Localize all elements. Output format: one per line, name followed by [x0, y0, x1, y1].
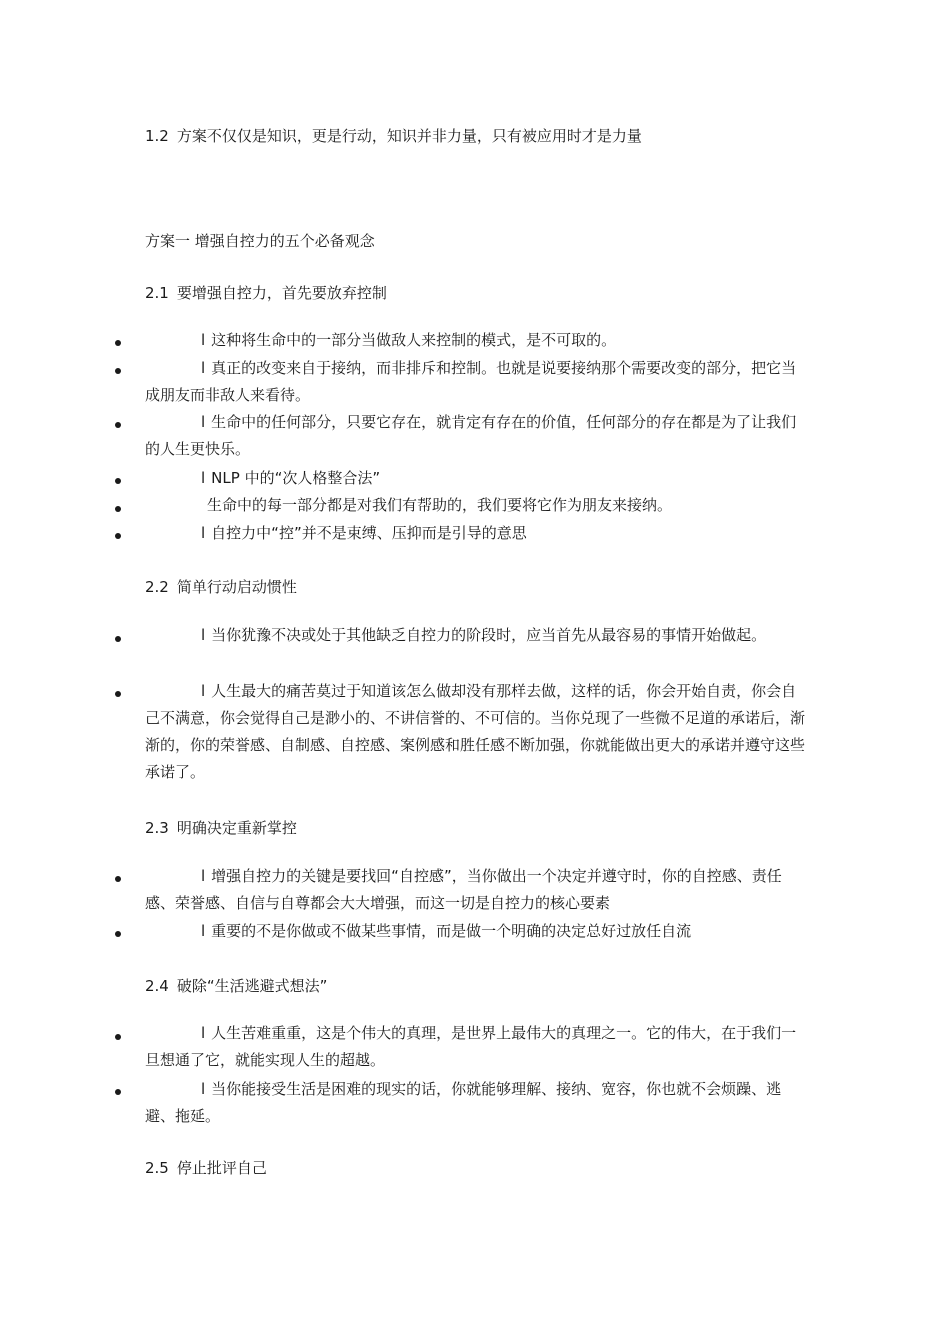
section-number: 2.1	[145, 284, 169, 302]
list-item	[145, 327, 807, 354]
item-marker: l	[201, 867, 206, 885]
section-heading-2-3	[145, 818, 297, 838]
bullet-dot	[115, 1034, 121, 1040]
section-number: 2.2	[145, 578, 169, 596]
item-text: NLP 中的“次人格整合法”	[211, 469, 381, 487]
item-marker: l	[201, 1080, 206, 1098]
item-marker: l	[201, 359, 206, 377]
bullet-dot	[115, 691, 121, 697]
bullet-dot	[115, 506, 121, 512]
section-heading-2-5	[145, 1158, 267, 1178]
item-text: 增强自控力的关键是要找回“自控感”，当你做出一个决定并遵守时，你的自控感、责任感、荣誉感、自信与自尊都会大大增强，而这一切是自控力的核心要素	[145, 867, 782, 912]
bullet-dot	[115, 931, 121, 937]
list-item	[145, 355, 807, 409]
item-text: 生命中的任何部分，只要它存在，就肯定有存在的价值，任何部分的存在都是为了让我们的人生更快乐。	[145, 413, 797, 458]
section-title: 破除“生活逃避式想法”	[176, 977, 328, 995]
list-item	[145, 1076, 807, 1130]
section-title: 停止批评自己	[176, 1159, 267, 1177]
item-text: 真正的改变来自于接纳，而非排斥和控制。也就是说要接纳那个需要改变的部分，把它当成朋友而非敌人来看待。	[145, 359, 797, 404]
item-marker: l	[201, 922, 206, 940]
item-marker: l	[201, 682, 206, 700]
item-text: 生命中的每一部分都是对我们有帮助的，我们要将它作为朋友来接纳。	[207, 496, 673, 514]
item-text: 这种将生命中的一部分当做敌人来控制的模式，是不可取的。	[211, 331, 617, 349]
section-number: 2.4	[145, 977, 169, 995]
item-text: 当你能接受生活是困难的现实的话，你就能够理解、接纳、宽容，你也就不会烦躁、逃避、拖延。	[145, 1080, 782, 1125]
bullet-dot	[115, 1089, 121, 1095]
plan-title: 方案一 增强自控力的五个必备观念	[145, 232, 375, 250]
list-item	[145, 492, 807, 519]
list-item	[145, 918, 807, 945]
bullet-dot	[115, 478, 121, 484]
section-number: 2.5	[145, 1159, 169, 1177]
section-heading-2-1	[145, 283, 387, 303]
list-item	[145, 863, 807, 917]
list-item	[145, 465, 807, 492]
item-marker: l	[201, 469, 206, 487]
bullet-dot	[115, 368, 121, 374]
item-text: 自控力中“控”并不是束缚、压抑而是引导的意思	[211, 524, 527, 542]
list-item	[145, 409, 807, 463]
section-title: 要增强自控力，首先要放弃控制	[176, 284, 387, 302]
list-item	[145, 520, 807, 547]
heading-1-2	[145, 126, 642, 146]
list-item	[145, 678, 807, 786]
item-text: 人生苦难重重，这是个伟大的真理，是世界上最伟大的真理之一。它的伟大，在于我们一旦想通了它，就能实现人生的超越。	[145, 1024, 797, 1069]
bullet-dot	[115, 340, 121, 346]
item-marker: l	[201, 413, 206, 431]
section-heading-2-4	[145, 976, 327, 996]
item-marker: l	[201, 331, 206, 349]
list-item	[145, 622, 807, 649]
section-number: 2.3	[145, 819, 169, 837]
item-text: 当你犹豫不决或处于其他缺乏自控力的阶段时，应当首先从最容易的事情开始做起。	[211, 626, 767, 644]
item-text: 重要的不是你做或不做某些事情，而是做一个明确的决定总好过放任自流	[211, 922, 692, 940]
bullet-dot	[115, 876, 121, 882]
bullet-dot	[115, 533, 121, 539]
section-heading-2-2	[145, 577, 297, 597]
item-text: 人生最大的痛苦莫过于知道该怎么做却没有那样去做，这样的话，你会开始自责，你会自己不满意，你会觉得自己是渺小的、不讲信誉的、不可信的。当你兑现了一些微不足道的承诺后，渐渐的，你的荣誉感、自制感、自控感、案例感和胜任感不断加强，你就能做出更大的承诺并遵守这些承诺了。	[145, 682, 806, 781]
section-title: 简单行动启动惯性	[176, 578, 297, 596]
heading-number: 1.2	[145, 127, 169, 145]
bullet-dot	[115, 636, 121, 642]
item-marker: l	[201, 626, 206, 644]
item-marker: l	[201, 1024, 206, 1042]
heading-title: 方案不仅仅是知识，更是行动，知识并非力量，只有被应用时才是力量	[176, 127, 642, 145]
section-title: 明确决定重新掌控	[176, 819, 297, 837]
item-marker: l	[201, 524, 206, 542]
list-item	[145, 1020, 807, 1074]
bullet-dot	[115, 422, 121, 428]
